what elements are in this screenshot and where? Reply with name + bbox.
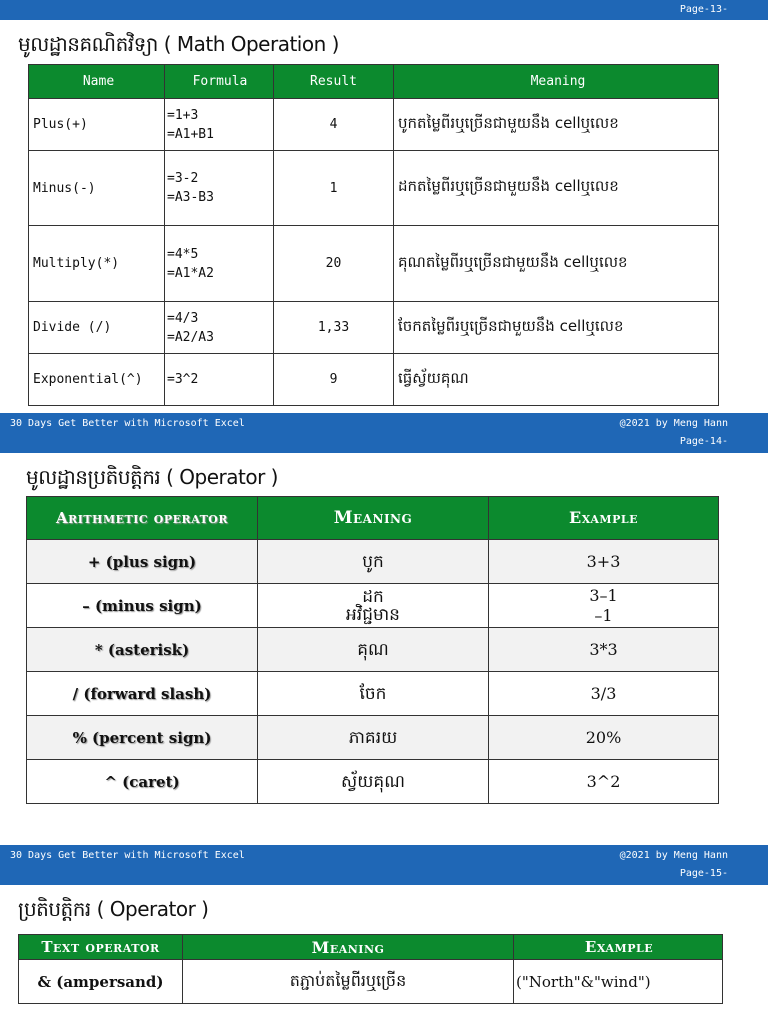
- text-operator-table: [18, 934, 723, 1004]
- operator: + (plus sign): [27, 540, 258, 584]
- operator: & (ampersand): [19, 960, 183, 1004]
- op-name: Multiply(*): [29, 226, 165, 302]
- meaning-line: អវិជ្ជមាន: [346, 604, 400, 625]
- meaning: បូក: [258, 540, 489, 584]
- page-header-bar-13: [0, 0, 768, 20]
- result: 20: [274, 226, 394, 302]
- operator: % (percent sign): [27, 716, 258, 760]
- meaning: ចែកតម្លៃពីរឬច្រើនជាមួយនឹង cellឬលេខ: [394, 302, 719, 354]
- formula-line: =A2/A3: [167, 329, 214, 345]
- section-title-operator: មូលដ្ឋានប្រតិបត្តិករ ( Operator ): [26, 465, 278, 489]
- table-row: [27, 628, 719, 672]
- table-row: [29, 354, 719, 406]
- result: 1,33: [274, 302, 394, 354]
- column-header: Meaning: [394, 65, 719, 99]
- example: 3*3: [489, 628, 719, 672]
- formula-line: =A3-B3: [167, 190, 214, 205]
- op-name: Plus(+): [29, 99, 165, 151]
- op-name: Minus(-): [29, 151, 165, 226]
- column-header: Text operator: [19, 935, 183, 960]
- table-row: [27, 716, 719, 760]
- page-number: Page-15-: [679, 868, 728, 879]
- table-header-row: [27, 497, 719, 540]
- math-operation-table: [28, 64, 719, 406]
- table-row: [19, 960, 723, 1004]
- operator: ^ (caret): [27, 760, 258, 804]
- operator: – (minus sign): [27, 584, 258, 628]
- footer-left: 30 Days Get Better with Microsoft Excel: [10, 418, 245, 429]
- meaning-line: ដក: [362, 586, 384, 607]
- meaning: ស្វ័យគុណ: [258, 760, 489, 804]
- result: 1: [274, 151, 394, 226]
- table-row: [27, 760, 719, 804]
- column-header: Result: [274, 65, 394, 99]
- formula: [165, 226, 274, 302]
- meaning: តភ្ជាប់តម្លៃពីរឬច្រើន: [183, 960, 514, 1004]
- table-row: [27, 584, 719, 628]
- table-row: [27, 672, 719, 716]
- formula-line: =4/3: [167, 310, 199, 326]
- table-row: [29, 99, 719, 151]
- footer-left: 30 Days Get Better with Microsoft Excel: [10, 850, 245, 861]
- table-row: [29, 151, 719, 226]
- formula-line: =1+3: [167, 107, 199, 123]
- example: [489, 584, 719, 628]
- column-header: Meaning: [258, 497, 489, 540]
- footer-right: @2021 by Meng Hann: [619, 850, 728, 861]
- table-header-row: [29, 65, 719, 99]
- result: 4: [274, 99, 394, 151]
- formula-line: =3^2: [167, 372, 199, 387]
- operator: * (asterisk): [27, 628, 258, 672]
- example: ("North"&"wind"): [514, 960, 723, 1004]
- page-footer-bar-13: [0, 413, 768, 453]
- page-number: Page-13-: [679, 4, 728, 15]
- meaning: គុណ: [258, 628, 489, 672]
- meaning: ចែក: [258, 672, 489, 716]
- section-title-text-operator: ប្រតិបត្តិករ ( Operator ): [18, 897, 209, 921]
- page-footer-bar-14: [0, 845, 768, 885]
- column-header: Example: [514, 935, 723, 960]
- table-row: [29, 226, 719, 302]
- formula: [165, 151, 274, 226]
- formula: [165, 354, 274, 406]
- table-row: [27, 540, 719, 584]
- op-name: Exponential(^): [29, 354, 165, 406]
- table-row: [29, 302, 719, 354]
- operator: / (forward slash): [27, 672, 258, 716]
- arithmetic-operator-table: [26, 496, 719, 804]
- meaning: ដកតម្លៃពីរឬច្រើនជាមួយនឹង cellឬលេខ: [394, 151, 719, 226]
- formula-line: =4*5: [167, 246, 199, 262]
- meaning: គុណតម្លៃពីរឬច្រើនជាមួយនឹង cellឬលេខ: [394, 226, 719, 302]
- formula-line: =3-2: [167, 171, 199, 186]
- column-header: Formula: [165, 65, 274, 99]
- column-header: Name: [29, 65, 165, 99]
- example: 20%: [489, 716, 719, 760]
- page-number: Page-14-: [679, 436, 728, 447]
- example-line: 3–1: [589, 585, 618, 605]
- result: 9: [274, 354, 394, 406]
- meaning: ភាគរយ: [258, 716, 489, 760]
- meaning: [258, 584, 489, 628]
- example: 3+3: [489, 540, 719, 584]
- formula: [165, 99, 274, 151]
- section-title-math: មូលដ្ឋានគណិតវិទ្យា ( Math Operation ): [18, 32, 339, 56]
- column-header: Meaning: [183, 935, 514, 960]
- formula-line: =A1*A2: [167, 265, 214, 281]
- meaning: បូកតម្លៃពីរឬច្រើនជាមួយនឹង cellឬលេខ: [394, 99, 719, 151]
- column-header: Arithmetic operator: [27, 497, 258, 540]
- meaning: ធ្វើស្វ័យគុណ: [394, 354, 719, 406]
- example-line: –1: [594, 605, 613, 625]
- formula-line: =A1+B1: [167, 126, 214, 142]
- footer-right: @2021 by Meng Hann: [619, 418, 728, 429]
- table-header-row: [19, 935, 723, 960]
- example: 3^2: [489, 760, 719, 804]
- op-name: Divide (/): [29, 302, 165, 354]
- column-header: Example: [489, 497, 719, 540]
- formula: [165, 302, 274, 354]
- example: 3/3: [489, 672, 719, 716]
